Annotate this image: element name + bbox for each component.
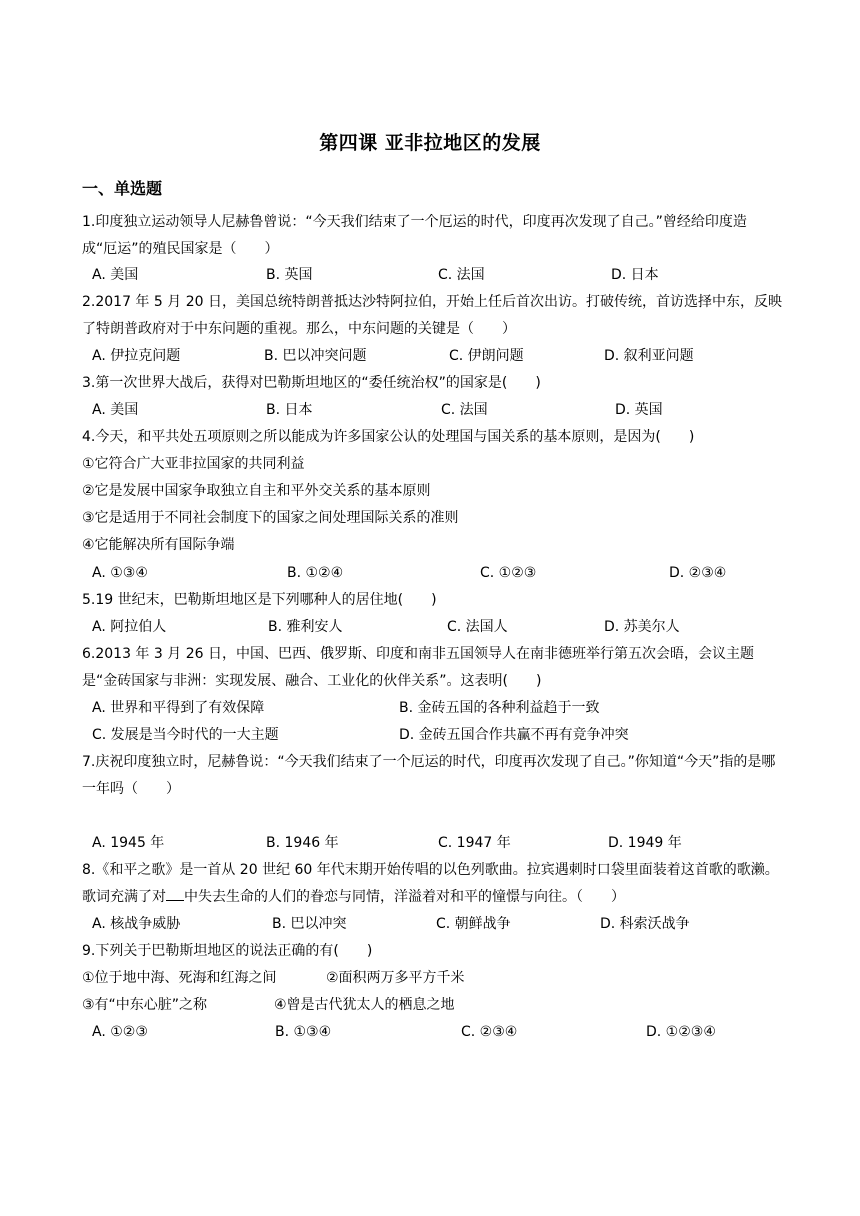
- question-8-options: [92, 911, 792, 938]
- section-heading: 一、单选题: [82, 179, 163, 198]
- question-2-stem: 2.2017 年 5 月 20 日，美国总统特朗普抵达沙特阿拉伯，开始上任后首次出访。打破传统，首访选择中东，反映了特朗普政府对于中东问题的重视。那么，中东问题的关键是（ ）: [82, 294, 782, 337]
- option-a[interactable]: A. 美国: [92, 402, 139, 418]
- option-a[interactable]: A. 世界和平得到了有效保障: [92, 700, 265, 716]
- question-9-statement-4: ④曾是古代犹太人的栖息之地: [274, 997, 455, 1013]
- question-9-statement-3: ③有“中东心脏”之称: [82, 997, 208, 1013]
- option-c[interactable]: C. ②③④: [461, 1024, 518, 1040]
- option-b[interactable]: B. 英国: [266, 267, 313, 283]
- option-d[interactable]: D. 金砖五国合作共赢不再有竞争冲突: [399, 727, 629, 743]
- option-d[interactable]: D. 1949 年: [608, 835, 682, 851]
- question-7-stem: 7.庆祝印度独立时，尼赫鲁说：“今天我们结束了一个厄运的时代，印度再次发现了自己。”你知道“今天”指的是哪一年吗（ ）: [82, 754, 776, 797]
- question-4-options: [92, 560, 792, 587]
- question-9-statement-1: ①位于地中海、死海和红海之间: [82, 970, 277, 986]
- option-c[interactable]: C. 朝鲜战争: [436, 916, 511, 932]
- option-b[interactable]: B. 雅利安人: [268, 619, 343, 635]
- option-a[interactable]: A. 1945 年: [92, 835, 165, 851]
- option-a[interactable]: A. ①③④: [92, 565, 148, 581]
- option-b[interactable]: B. 1946 年: [266, 835, 339, 851]
- question-2-options: [92, 343, 792, 370]
- page-title: 第四课 亚非拉地区的发展: [319, 132, 541, 154]
- option-b[interactable]: B. 金砖五国的各种利益趋于一致: [399, 700, 600, 716]
- question-8-stem-part-1: 8.《和平之歌》是一首从 20 世纪 60 年代末期开始传唱的以色列歌曲。拉宾遇刺时口袋里面装着这首歌的歌濑。歌词充满了对: [82, 862, 779, 905]
- question-9-options: [92, 1019, 792, 1046]
- question-3-stem: 3.第一次世界大战后，获得对巴勒斯坦地区的“委任统治权”的国家是( ): [82, 375, 541, 391]
- option-b[interactable]: B. ①③④: [275, 1024, 332, 1040]
- option-d[interactable]: D. 日本: [611, 267, 659, 283]
- option-d[interactable]: D. ①②③④: [646, 1024, 716, 1040]
- question-3-options: [92, 397, 792, 424]
- question-5-stem: 5.19 世纪末，巴勒斯坦地区是下列哪种人的居住地( ): [82, 592, 437, 608]
- question-4-statement-3: ③它是适用于不同社会制度下的国家之间处理国际关系的准则: [82, 510, 459, 526]
- question-5-options: [92, 614, 792, 641]
- option-b[interactable]: B. 巴以冲突: [272, 916, 347, 932]
- option-b[interactable]: B. 日本: [266, 402, 313, 418]
- option-c[interactable]: C. 发展是当今时代的一大主题: [92, 727, 279, 743]
- question-9-stem: 9.下列关于巴勒斯坦地区的说法正确的有( ): [82, 943, 373, 959]
- option-a[interactable]: A. 核战争威胁: [92, 916, 181, 932]
- option-d[interactable]: D. 英国: [615, 402, 663, 418]
- option-a[interactable]: A. ①②③: [92, 1024, 148, 1040]
- question-8-stem: [82, 857, 782, 911]
- question-4-stem: 4.今天，和平共处五项原则之所以能成为许多国家公认的处理国与国关系的基本原则，是因为( ): [82, 429, 695, 445]
- question-1-stem: 1.印度独立运动领导人尼赫鲁曾说：“今天我们结束了一个厄运的时代，印度再次发现了自己。”曾经给印度造成“厄运”的殖民国家是（ ）: [82, 214, 747, 257]
- option-d[interactable]: D. ②③④: [669, 565, 727, 581]
- option-d[interactable]: D. 科索沃战争: [600, 916, 690, 932]
- answer-blank[interactable]: [166, 886, 184, 901]
- question-4-statement-1: ①它符合广大亚非拉国家的共同利益: [82, 456, 305, 472]
- question-4-statement-4: ④它能解决所有国际争端: [82, 537, 235, 553]
- option-c[interactable]: C. 法国: [441, 402, 488, 418]
- option-d[interactable]: D. 叙利亚问题: [604, 348, 694, 364]
- option-a[interactable]: A. 伊拉克问题: [92, 348, 181, 364]
- option-b[interactable]: B. 巴以冲突问题: [264, 348, 367, 364]
- option-a[interactable]: A. 美国: [92, 267, 139, 283]
- question-7-options: [92, 830, 792, 857]
- option-d[interactable]: D. 苏美尔人: [604, 619, 680, 635]
- option-c[interactable]: C. ①②③: [480, 565, 537, 581]
- question-6-options-row-1: [92, 695, 792, 722]
- option-b[interactable]: B. ①②④: [287, 565, 344, 581]
- option-c[interactable]: C. 1947 年: [438, 835, 511, 851]
- question-9-statement-2: ②面积两万多平方千米: [326, 970, 465, 986]
- question-1-options: [92, 262, 792, 289]
- question-6-stem: 6.2013 年 3 月 26 日，中国、巴西、俄罗斯、印度和南非五国领导人在南非德班举行第五次会晤，会议主题是“金砖国家与非洲：实现发展、融合、工业化的伙伴关系”。这表明( ): [82, 646, 754, 689]
- question-6-options-row-2: [92, 722, 792, 749]
- option-c[interactable]: C. 法国人: [447, 619, 508, 635]
- option-a[interactable]: A. 阿拉伯人: [92, 619, 167, 635]
- question-4-statement-2: ②它是发展中国家争取独立自主和平外交关系的基本原则: [82, 483, 431, 499]
- option-c[interactable]: C. 法国: [438, 267, 485, 283]
- question-8-stem-part-2: 中失去生命的人们的眷恋与同情，洋溢着对和平的憧憬与向往。（ ）: [184, 889, 625, 905]
- option-c[interactable]: C. 伊朗问题: [449, 348, 524, 364]
